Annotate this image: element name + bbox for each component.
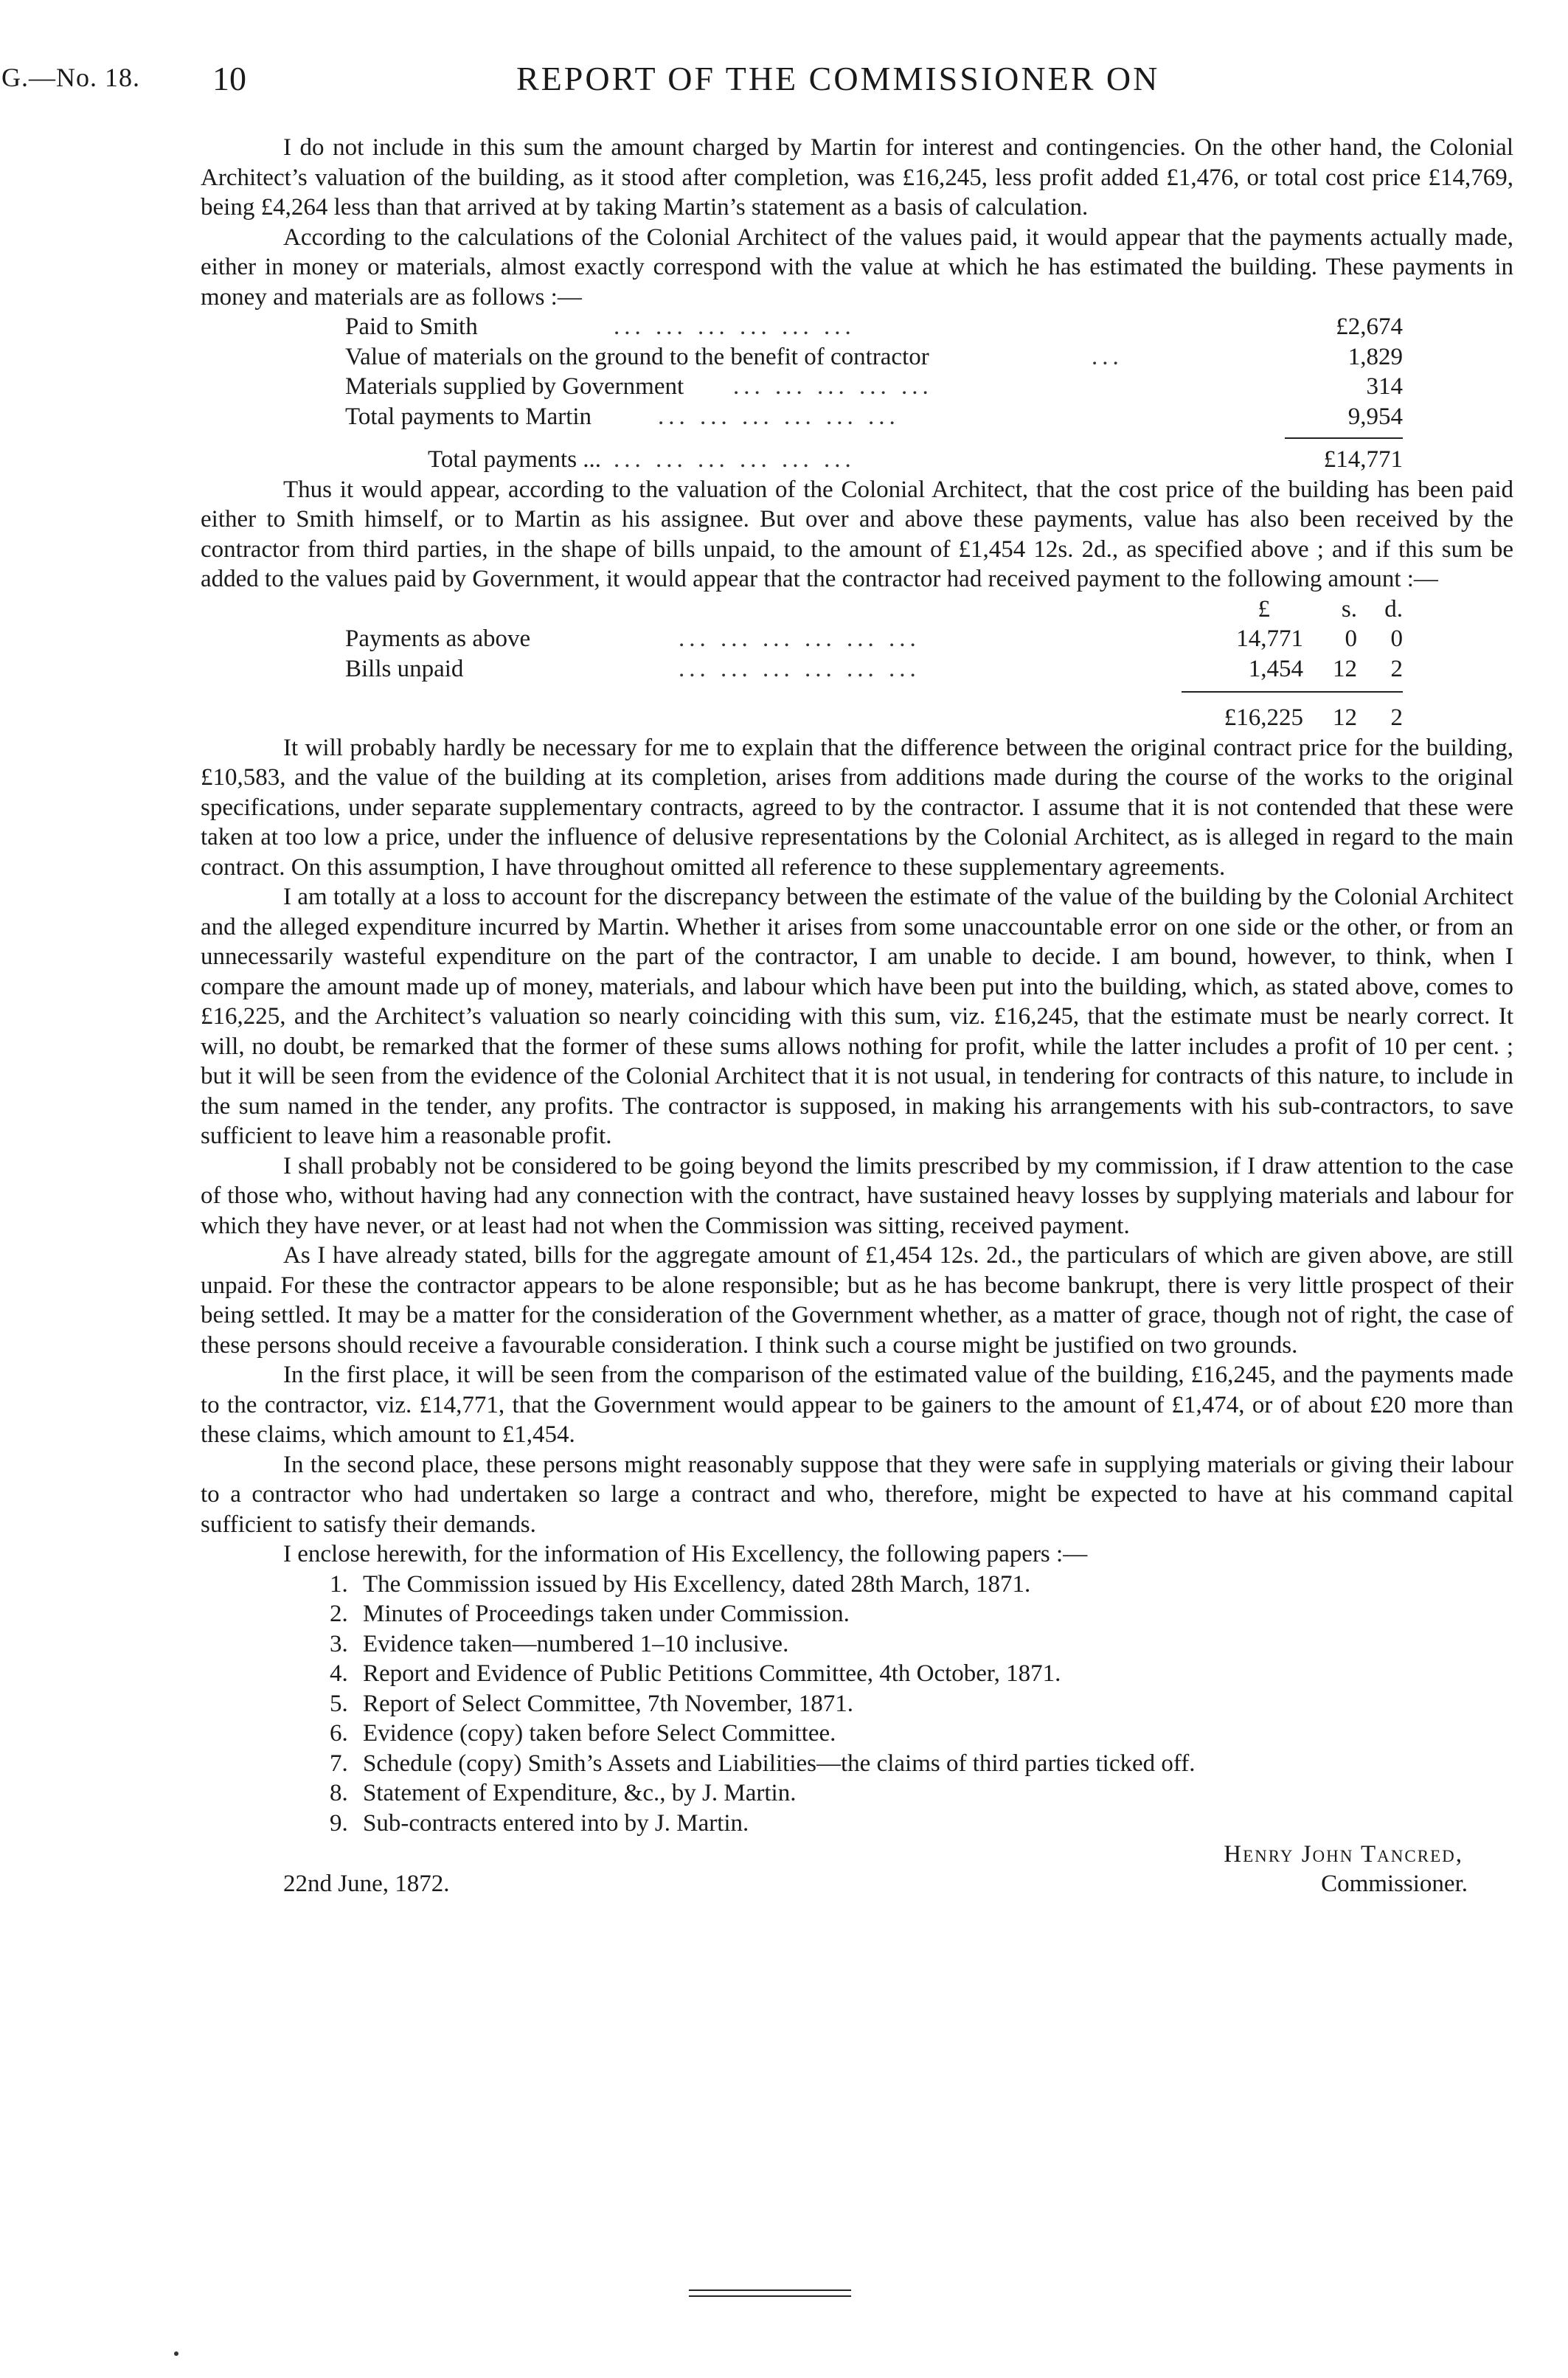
page-number: 10 [212, 60, 246, 97]
total-amount: £14,771 [1323, 446, 1403, 473]
table-row [201, 312, 1513, 342]
paragraph: I enclose herewith, for the information of His Excellency, the following papers :— [283, 1541, 1088, 1567]
pounds-value: 1,454 [1248, 655, 1303, 682]
list-item [201, 1659, 1513, 1689]
item-number: 6. [330, 1720, 348, 1747]
report-body [201, 133, 1513, 1897]
leader-dots: ... ... ... ... ... ... [658, 403, 900, 430]
pounds-value: 14,771 [1236, 625, 1303, 652]
signature-date: 22nd June, 1872. [283, 1871, 450, 1897]
paragraph: In the second place, these persons might reasonably suppose that they were safe in supplying materials or giving their labour to a contractor who had undertaken so large a contract and who, therefore, might be expected to have at his command capital sufficient to satisfy their demands. [201, 1451, 1513, 1538]
payments-table [201, 312, 1513, 475]
item-number: 9. [330, 1809, 348, 1837]
row-amount: 1,829 [1347, 343, 1403, 370]
sum-rule [201, 684, 1513, 703]
shillings-value: 12 [1333, 655, 1357, 682]
total-label: Total payments ... [428, 446, 602, 473]
table-row [201, 624, 1513, 654]
paragraph: Thus it would appear, according to the valuation of the Colonial Architect, that the cost price of the building has been paid either to Smith himself, or to Martin as his assignee. But over and above these payments, value has also been received by the contractor from third parties, in the shape of bills unpaid, to the amount of £1,454 12s. 2d., as specified above ; and if this sum be added to the values paid by Government, it would appear that the contractor had received payment to the following amount :— [201, 476, 1513, 592]
list-item [201, 1689, 1513, 1719]
item-text: Sub-contracts entered into by J. Martin. [363, 1809, 749, 1837]
item-number: 4. [330, 1660, 348, 1687]
item-number: 2. [330, 1601, 348, 1627]
row-label: Payments as above [345, 625, 531, 652]
list-item [201, 1629, 1513, 1660]
table-row [201, 372, 1513, 402]
lsd-header-row [201, 594, 1513, 625]
leader-dots: ... ... ... ... ... ... [614, 313, 856, 340]
list-item [201, 1778, 1513, 1809]
item-number: 3. [330, 1630, 348, 1657]
page-header [0, 58, 1568, 109]
total-shillings: 12 [1333, 704, 1357, 731]
paragraph: As I have already stated, bills for the aggregate amount of £1,454 12s. 2d., the particulars of which are given above, are still unpaid. For these the contractor appears to be alone responsible; but as he has become bankrupt, there is very little prospect of their being settled. It may be a matter for the consideration of the Government whether, as a matter of grace, though not of right, the case of these persons should receive a favourable consideration. I think such a course might be justified on two grounds. [201, 1242, 1513, 1359]
shillings-value: 0 [1345, 625, 1357, 652]
enclosures-list [201, 1570, 1513, 1839]
row-amount: 314 [1366, 373, 1403, 400]
leader-dots: ... ... ... ... ... ... [679, 655, 920, 682]
pound-header: £ [1257, 595, 1270, 623]
paragraph: In the first place, it will be seen from the comparison of the estimated value of the building, £16,245, and the payments made to the contractor, viz. £14,771, that the Government would appear to be gainers to the amount of £1,474, or of about £20 more than these claims, which amount to £1,454. [201, 1362, 1513, 1448]
lsd-table [201, 594, 1513, 733]
item-text: Evidence (copy) taken before Select Committee. [363, 1720, 836, 1747]
pence-value: 0 [1390, 625, 1403, 652]
signatory-title: Commissioner. [1321, 1871, 1468, 1897]
item-text: Report and Evidence of Public Petitions Committee, 4th October, 1871. [363, 1660, 1061, 1687]
sum-rule [201, 431, 1513, 445]
item-number: 7. [330, 1750, 348, 1777]
list-item [201, 1809, 1513, 1839]
table-row [201, 654, 1513, 684]
total-pence: 2 [1390, 704, 1403, 731]
paragraph: I shall probably not be considered to be going beyond the limits prescribed by my commission, if I draw attention to the case of those who, without having had any connection with the contract, have sustained heavy losses by supplying materials and labour for which they have never, or at least had not when the Commission was sitting, received payment. [201, 1152, 1513, 1239]
item-text: Evidence taken—numbered 1–10 inclusive. [363, 1630, 789, 1657]
paragraph: It will probably hardly be necessary for me to explain that the difference between the original contract price for the building, £10,583, and the value of the building at its completion, arises from additions made during the course of the works to the original specifications, under separate supplementary contracts, agreed to by the contractor. I assume that it is not contended that these were taken at too low a price, under the influence of delusive representations by the Colonial Architect, as is alleged in regard to the main contract. On this assumption, I have throughout omitted all reference to these supplementary agreements. [201, 734, 1513, 881]
pence-header: d. [1384, 595, 1403, 623]
item-number: 8. [330, 1780, 348, 1806]
list-item [201, 1570, 1513, 1600]
print-mark [174, 2351, 178, 2356]
row-amount: 9,954 [1347, 403, 1403, 430]
leader-dots: ... [1092, 343, 1123, 370]
row-label: Paid to Smith [345, 313, 478, 340]
row-amount: £2,674 [1336, 313, 1403, 340]
item-number: 1. [330, 1570, 348, 1598]
item-text: Schedule (copy) Smith’s Assets and Liabilities—the claims of third parties ticked off. [363, 1750, 1196, 1777]
paragraph: I am totally at a loss to account for the discrepancy between the estimate of the value of the building by the Colonial Architect and the alleged expenditure incurred by Martin. Whether it arises from some unaccountable error on one side or the other, or from an unnecessarily wasteful expenditure on the part of the contractor, I am unable to decide. I am bound, however, to think, when I compare the amount made up of money, materials, and labour which have been put into the building, which, as stated above, comes to £16,225, and the Architect’s valuation so nearly coinciding with this sum, viz. £16,245, that the estimate must be nearly correct. It will, no doubt, be remarked that the former of these sums allows nothing for profit, while the latter includes a profit of 10 per cent. ; but it will be seen from the evidence of the Colonial Architect that it is not usual, in tendering for contracts of this nature, to include in the sum named in the tender, any profits. The contractor is supposed, in making his arrangements with his sub-contractors, to save sufficient to leave him a reasonable profit. [201, 884, 1513, 1149]
total-pounds: £16,225 [1224, 704, 1303, 731]
row-label: Total payments to Martin [345, 403, 592, 430]
page-title: REPORT OF THE COMMISSIONER ON [516, 60, 1160, 97]
shilling-header: s. [1341, 595, 1357, 623]
pence-value: 2 [1390, 655, 1403, 682]
list-item [201, 1719, 1513, 1749]
list-item [201, 1599, 1513, 1629]
list-item [201, 1749, 1513, 1779]
table-total-row [201, 703, 1513, 733]
item-number: 5. [330, 1690, 348, 1717]
footer-rule [689, 2289, 851, 2301]
item-text: Minutes of Proceedings taken under Commission. [363, 1601, 850, 1627]
signatory-name: Henry John Tancred, [1224, 1841, 1463, 1868]
leader-dots: ... ... ... ... ... ... [679, 625, 920, 652]
table-row [201, 402, 1513, 432]
row-label: Bills unpaid [345, 655, 464, 682]
document-reference: G.—No. 18. [1, 63, 140, 92]
item-text: The Commission issued by His Excellency, dated 28th March, 1871. [363, 1570, 1031, 1598]
row-label: Materials supplied by Government [345, 373, 684, 400]
table-row [201, 342, 1513, 372]
paragraph: I do not include in this sum the amount charged by Martin for interest and contingencies. On the other hand, the Colonial Architect’s valuation of the building, as it stood after completion, was £16,245, less profit added £1,476, or total cost price £14,769, being £4,264 less than that arrived at by taking Martin’s statement as a basis of calculation. [201, 134, 1513, 221]
leader-dots: ... ... ... ... ... ... [614, 446, 856, 473]
paragraph: According to the calculations of the Colonial Architect of the values paid, it would appear that the payments actually made, either in money or materials, almost exactly correspond with the value at which he has estimated the building. These payments in money and materials are as follows :— [201, 223, 1513, 311]
item-text: Statement of Expenditure, &c., by J. Martin. [363, 1780, 797, 1806]
row-label: Value of materials on the ground to the benefit of contractor [345, 343, 929, 370]
signature-block [201, 1838, 1513, 1897]
item-text: Report of Select Committee, 7th November, 1871. [363, 1690, 853, 1717]
leader-dots: ... ... ... ... ... [733, 373, 933, 400]
table-total-row [201, 445, 1513, 475]
